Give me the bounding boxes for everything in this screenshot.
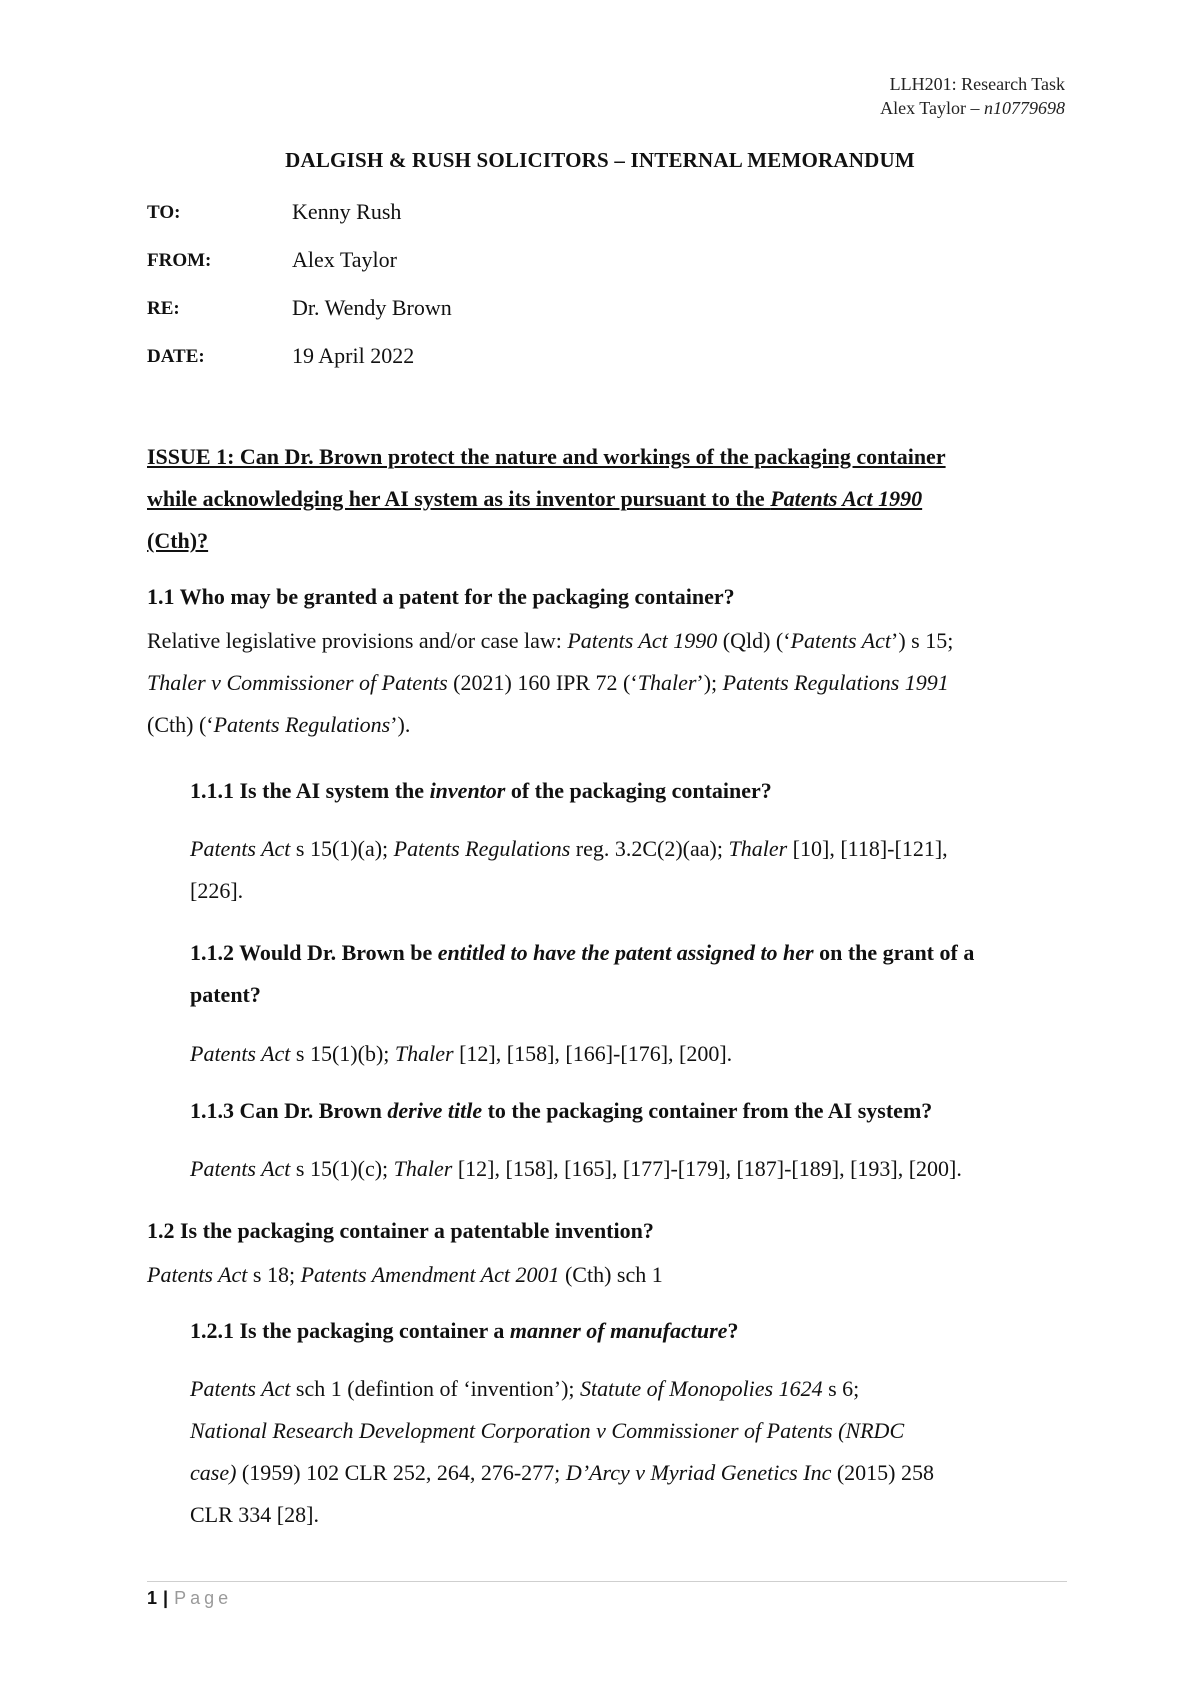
s121-p-e: National Research Development Corporation v Commissioner of Patents (NRDC xyxy=(190,1418,905,1443)
page-number: 1 xyxy=(147,1588,158,1608)
to-label: TO: xyxy=(147,202,181,223)
s12-p-b: s 18; xyxy=(247,1262,301,1287)
student-id: n10779698 xyxy=(984,98,1065,118)
s121-h-b: manner of manufacture xyxy=(509,1318,728,1343)
author-name: Alex Taylor – xyxy=(880,98,984,118)
issue-1-line2-text: while acknowledging her AI system as its inventor pursuant to the xyxy=(147,486,771,511)
s111-p-e: Thaler xyxy=(728,836,788,861)
s121-line2 xyxy=(190,1410,1067,1452)
s112-h-b: entitled to have the patent assigned to her xyxy=(437,940,814,965)
issue-1-line1: ISSUE 1: Can Dr. Brown protect the nature and workings of the packaging container xyxy=(147,444,946,469)
author-line xyxy=(880,96,1065,120)
s111-h-a: 1.1.1 Is the AI system the xyxy=(190,778,430,803)
s1-1-text-b: Patents Act 1990 xyxy=(567,628,718,653)
s112-p-c: Thaler xyxy=(394,1041,454,1066)
s121-h-a: 1.2.1 Is the packaging container a xyxy=(190,1318,510,1343)
s121-p-i: (2015) 258 xyxy=(831,1460,934,1485)
footer-separator: | xyxy=(163,1588,169,1608)
re-label: RE: xyxy=(147,298,180,319)
s1-1-text-a: Relative legislative provisions and/or case law: xyxy=(147,628,568,653)
s111-p-a: Patents Act xyxy=(190,836,291,861)
s112-h-c: on the grant of a xyxy=(813,940,975,965)
s112-h-line1 xyxy=(190,932,1067,974)
s113-h-a: 1.1.3 Can Dr. Brown xyxy=(190,1098,388,1123)
s121-p-g: (1959) 102 CLR 252, 264, 276-277; xyxy=(236,1460,566,1485)
s121-line1 xyxy=(190,1368,1067,1410)
s121-p-d: s 6; xyxy=(822,1376,860,1401)
s1-1-text-g: (2021) 160 IPR 72 (‘ xyxy=(447,670,638,695)
s121-p-f: case) xyxy=(190,1460,237,1485)
s111-p-c: Patents Regulations xyxy=(393,836,571,861)
issue-1-act-name: Patents Act 1990 xyxy=(770,486,923,511)
section-1-1-2-paragraph xyxy=(190,1033,1067,1075)
page-word: Page xyxy=(174,1588,233,1608)
s1-1-text-h: Thaler xyxy=(637,670,697,695)
re-value: Dr. Wendy Brown xyxy=(292,295,452,320)
memo-title: DALGISH & RUSH SOLICITORS – INTERNAL MEMORANDUM xyxy=(285,148,915,172)
s111-line1 xyxy=(190,828,1067,870)
footer-divider xyxy=(147,1581,1067,1582)
course-line: LLH201: Research Task xyxy=(889,74,1065,94)
s1-1-text-e: ’) s 15; xyxy=(891,628,954,653)
section-1-2-1-paragraph xyxy=(190,1368,1067,1536)
section-1-1-3-heading xyxy=(190,1090,1067,1132)
s1-1-text-f: Thaler v Commissioner of Patents xyxy=(147,670,448,695)
to-value: Kenny Rush xyxy=(292,199,402,224)
issue-1-line3: (Cth)? xyxy=(147,528,209,553)
s1-1-text-m: ’). xyxy=(390,712,411,737)
issue-1-heading xyxy=(147,436,1067,562)
s1-1-text-d: Patents Act xyxy=(790,628,891,653)
s121-line4: CLR 334 [28]. xyxy=(190,1502,319,1527)
page-header xyxy=(880,72,1065,120)
s12-p-c: Patents Amendment Act 2001 xyxy=(300,1262,560,1287)
s1-1-text-i: ’); xyxy=(696,670,723,695)
s113-h-c: to the packaging container from the AI system? xyxy=(482,1098,933,1123)
section-1-1-heading: 1.1 Who may be granted a patent for the packaging container? xyxy=(147,584,735,609)
section-1-1-1-paragraph xyxy=(190,828,1067,912)
s1-1-line2 xyxy=(147,662,1067,704)
from-value: Alex Taylor xyxy=(292,247,397,272)
section-1-2-1-heading xyxy=(190,1310,1067,1352)
s121-h-c: ? xyxy=(727,1318,739,1343)
s121-p-a: Patents Act xyxy=(190,1376,291,1401)
s121-p-h: D’Arcy v Myriad Genetics Inc xyxy=(565,1460,832,1485)
s113-p-a: Patents Act xyxy=(190,1156,291,1181)
s1-1-text-k: (Cth) (‘ xyxy=(147,712,214,737)
section-1-1-paragraph xyxy=(147,620,1067,746)
s111-h-b: inventor xyxy=(429,778,506,803)
section-1-1-3-paragraph xyxy=(190,1148,1067,1190)
page-footer xyxy=(147,1588,232,1609)
s113-p-d: [12], [158], [165], [177]-[179], [187]-[189], [193], [200]. xyxy=(452,1156,962,1181)
s112-p-a: Patents Act xyxy=(190,1041,291,1066)
s1-1-text-c: (Qld) (‘ xyxy=(717,628,791,653)
s1-1-text-j: Patents Regulations 1991 xyxy=(722,670,949,695)
date-label: DATE: xyxy=(147,346,205,367)
s121-line3 xyxy=(190,1452,1067,1494)
s113-p-c: Thaler xyxy=(393,1156,453,1181)
s121-p-c: Statute of Monopolies 1624 xyxy=(580,1376,823,1401)
s1-1-text-l: Patents Regulations xyxy=(213,712,391,737)
section-1-2-heading: 1.2 Is the packaging container a patentable invention? xyxy=(147,1218,654,1243)
section-1-1-1-heading xyxy=(190,770,1067,812)
s111-h-c: of the packaging container? xyxy=(505,778,772,803)
from-label: FROM: xyxy=(147,250,212,271)
s121-p-b: sch 1 (defintion of ‘invention’); xyxy=(290,1376,581,1401)
s112-h-line2: patent? xyxy=(190,982,261,1007)
s113-p-b: s 15(1)(c); xyxy=(290,1156,394,1181)
date-value: 19 April 2022 xyxy=(292,343,415,368)
s112-p-b: s 15(1)(b); xyxy=(290,1041,395,1066)
s12-p-d: (Cth) sch 1 xyxy=(559,1262,663,1287)
section-1-1-2-heading xyxy=(190,932,1067,1016)
s1-1-line1 xyxy=(147,620,1067,662)
s111-p-f: [10], [118]-[121], xyxy=(787,836,948,861)
s1-1-line3 xyxy=(147,704,1067,746)
issue-1-line2 xyxy=(147,478,1067,520)
s111-line2: [226]. xyxy=(190,878,244,903)
s111-p-b: s 15(1)(a); xyxy=(290,836,394,861)
s111-p-d: reg. 3.2C(2)(aa); xyxy=(570,836,729,861)
section-1-2-paragraph xyxy=(147,1254,1067,1296)
s112-h-a: 1.1.2 Would Dr. Brown be xyxy=(190,940,438,965)
s113-h-b: derive title xyxy=(387,1098,483,1123)
s112-p-d: [12], [158], [166]-[176], [200]. xyxy=(453,1041,733,1066)
s12-p-a: Patents Act xyxy=(147,1262,248,1287)
